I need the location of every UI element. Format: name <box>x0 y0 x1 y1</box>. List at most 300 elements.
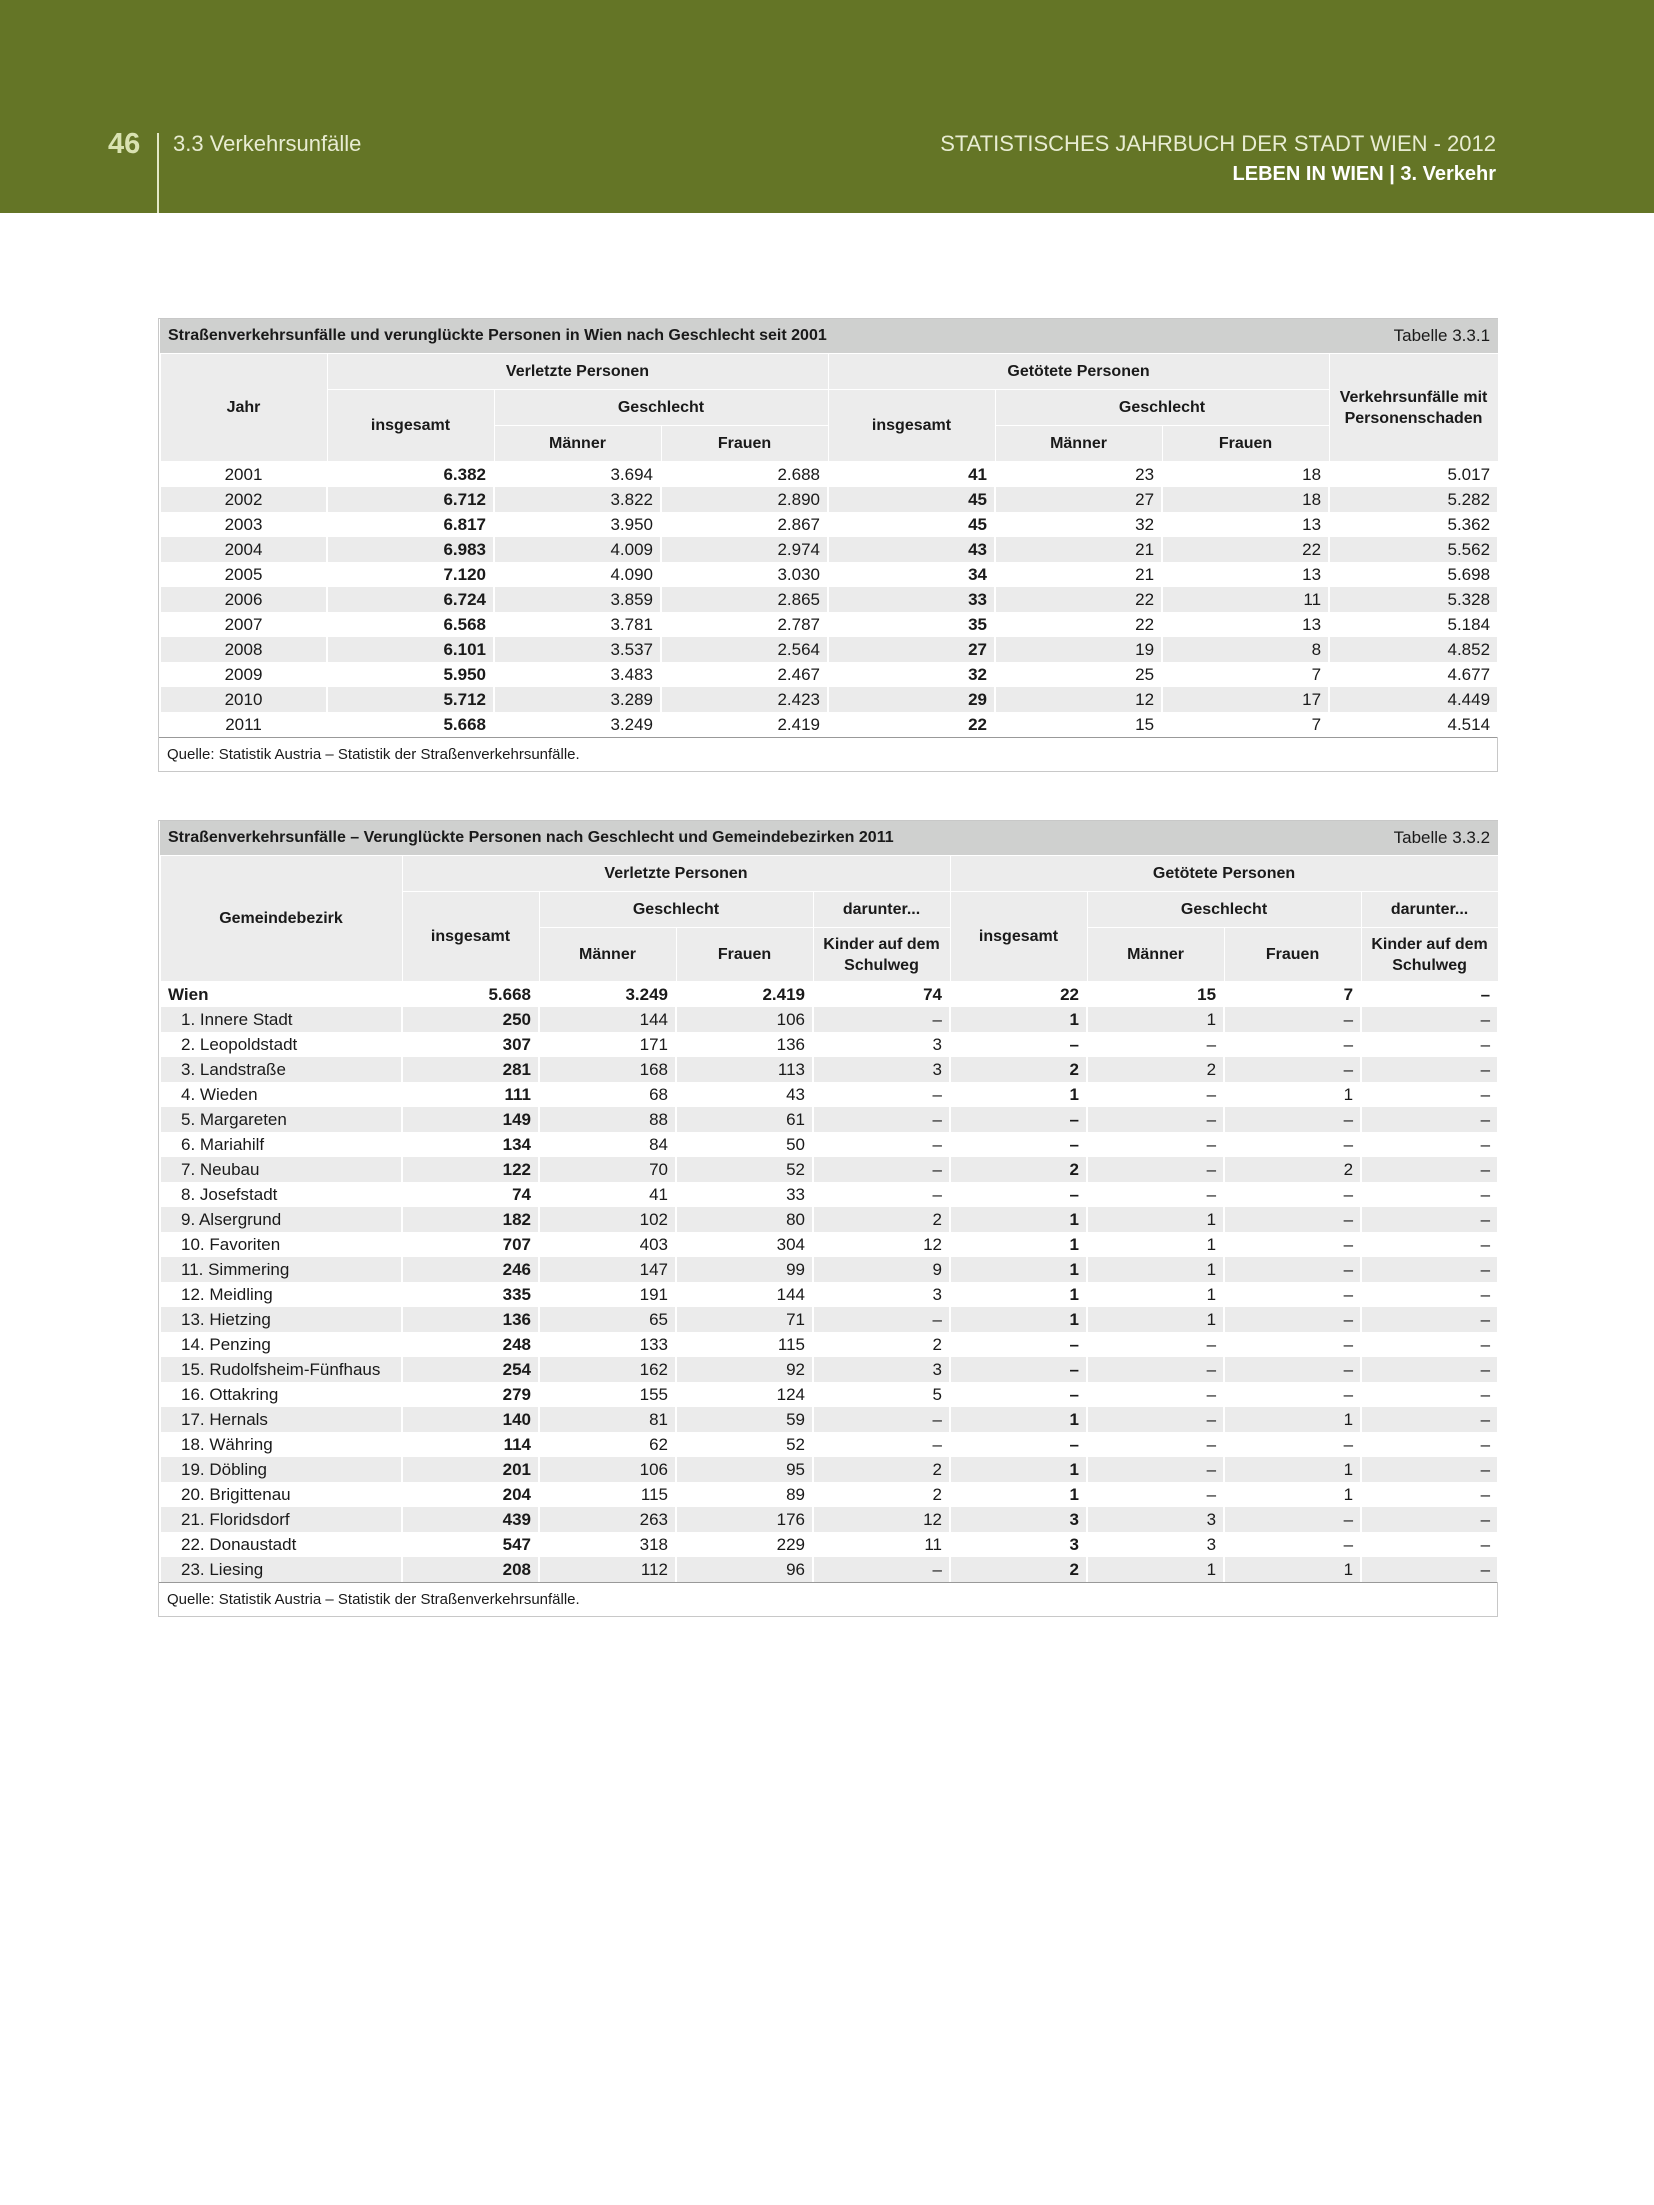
table-cell: 1 <box>1224 1482 1361 1507</box>
table-cell: 19 <box>995 637 1162 662</box>
table-cell: 59 <box>676 1407 813 1432</box>
table-row <box>160 1307 1498 1332</box>
table-cell: – <box>950 1432 1087 1457</box>
table-cell: 5.668 <box>327 712 494 737</box>
table-3-3-1 <box>158 318 1498 772</box>
table-cell: 1 <box>950 1007 1087 1032</box>
table-cell: 281 <box>402 1057 539 1082</box>
table-row <box>160 1357 1498 1382</box>
table-cell: 6.983 <box>327 537 494 562</box>
table-cell: 17 <box>1162 687 1329 712</box>
table-cell: 113 <box>676 1057 813 1082</box>
row-label: 16. Ottakring <box>160 1382 402 1407</box>
table-cell: 89 <box>676 1482 813 1507</box>
table-row <box>160 1232 1498 1257</box>
table-cell: – <box>950 1382 1087 1407</box>
table-row <box>160 512 1498 537</box>
table-cell: 4.677 <box>1329 662 1498 687</box>
table-cell: – <box>1361 982 1498 1008</box>
table-cell: 1 <box>1224 1557 1361 1582</box>
table-cell: – <box>1224 1382 1361 1407</box>
table-cell: 5.184 <box>1329 612 1498 637</box>
table-cell: 22 <box>995 587 1162 612</box>
table-cell: 176 <box>676 1507 813 1532</box>
col-getoetete-darunter: darunter... <box>1361 892 1498 928</box>
table-cell: 71 <box>676 1307 813 1332</box>
table-cell: 1 <box>950 1232 1087 1257</box>
table-cell: 5.282 <box>1329 487 1498 512</box>
table-cell: – <box>813 1407 950 1432</box>
table-cell: – <box>813 1182 950 1207</box>
col-verletzte-geschlecht: Geschlecht <box>494 390 828 426</box>
col-getoetete-insgesamt: insgesamt <box>950 892 1087 982</box>
table-cell: – <box>1224 1282 1361 1307</box>
table-cell: 8 <box>1162 637 1329 662</box>
table-cell: – <box>1224 1107 1361 1132</box>
table-cell: – <box>1361 1482 1498 1507</box>
table-cell: – <box>1087 1032 1224 1057</box>
col-verletzte-insgesamt: insgesamt <box>402 892 539 982</box>
table-cell: 3 <box>1087 1532 1224 1557</box>
table-cell: 45 <box>828 512 995 537</box>
table-cell: 2 <box>813 1482 950 1507</box>
table-cell: 134 <box>402 1132 539 1157</box>
table-cell: 2.890 <box>661 487 828 512</box>
table-cell: 140 <box>402 1407 539 1432</box>
table-cell: 2 <box>813 1207 950 1232</box>
table-cell: – <box>1224 1232 1361 1257</box>
table-cell: – <box>950 1357 1087 1382</box>
table-cell: – <box>1224 1182 1361 1207</box>
table-cell: – <box>1224 1532 1361 1557</box>
table-cell: 147 <box>539 1257 676 1282</box>
table-cell: – <box>1087 1457 1224 1482</box>
table-cell: 250 <box>402 1007 539 1032</box>
table-cell: 144 <box>539 1007 676 1032</box>
table-cell: 1 <box>950 1257 1087 1282</box>
table-row <box>160 1107 1498 1132</box>
table-cell: – <box>1224 1332 1361 1357</box>
table-cell: 136 <box>402 1307 539 1332</box>
table-cell: 1 <box>950 1482 1087 1507</box>
table-row <box>160 612 1498 637</box>
table-row <box>160 637 1498 662</box>
row-label: 9. Alsergrund <box>160 1207 402 1232</box>
table-cell: 35 <box>828 612 995 637</box>
table-cell: 5.362 <box>1329 512 1498 537</box>
table-cell: 12 <box>995 687 1162 712</box>
table-cell: 279 <box>402 1382 539 1407</box>
table-cell: – <box>1224 1207 1361 1232</box>
table-cell: 1 <box>1087 1257 1224 1282</box>
row-label: 6. Mariahilf <box>160 1132 402 1157</box>
row-label: 2008 <box>160 637 327 662</box>
table-cell: 149 <box>402 1107 539 1132</box>
table-cell: 1 <box>1087 1007 1224 1032</box>
table-cell: 2 <box>950 1057 1087 1082</box>
table-cell: 263 <box>539 1507 676 1532</box>
table-cell: 439 <box>402 1507 539 1532</box>
table-cell: 95 <box>676 1457 813 1482</box>
table-source: Quelle: Statistik Austria – Statistik der Straßenverkehrsunfälle. <box>159 737 1497 771</box>
table-cell: 12 <box>813 1507 950 1532</box>
table-cell: 171 <box>539 1032 676 1057</box>
table-cell: – <box>1361 1082 1498 1107</box>
table-cell: 102 <box>539 1207 676 1232</box>
table-cell: 4.514 <box>1329 712 1498 737</box>
table-cell: 1 <box>950 1207 1087 1232</box>
table-cell: 1 <box>1087 1232 1224 1257</box>
table-cell: 168 <box>539 1057 676 1082</box>
col-verletzte-geschlecht: Geschlecht <box>539 892 813 928</box>
table-cell: 41 <box>828 462 995 488</box>
col-bezirk: Gemeindebezirk <box>160 856 402 982</box>
row-label: 7. Neubau <box>160 1157 402 1182</box>
table-cell: 7 <box>1224 982 1361 1008</box>
table-cell: 3.249 <box>539 982 676 1008</box>
table-cell: 4.449 <box>1329 687 1498 712</box>
table-cell: 5.950 <box>327 662 494 687</box>
table-cell: 5.562 <box>1329 537 1498 562</box>
table-cell: – <box>1087 1332 1224 1357</box>
table-cell: 2 <box>1087 1057 1224 1082</box>
table-cell: – <box>1361 1532 1498 1557</box>
table-cell: – <box>950 1032 1087 1057</box>
row-label: 23. Liesing <box>160 1557 402 1582</box>
table-cell: – <box>1361 1307 1498 1332</box>
row-label: 4. Wieden <box>160 1082 402 1107</box>
table-row <box>160 1007 1498 1032</box>
table-cell: – <box>1361 1407 1498 1432</box>
row-label: 10. Favoriten <box>160 1232 402 1257</box>
table-cell: – <box>813 1132 950 1157</box>
table-cell: – <box>1224 1057 1361 1082</box>
table-cell: 84 <box>539 1132 676 1157</box>
row-label: 11. Simmering <box>160 1257 402 1282</box>
row-label: Wien <box>160 982 402 1008</box>
table-cell: 1 <box>950 1282 1087 1307</box>
table-cell: – <box>1361 1332 1498 1357</box>
table-cell: 106 <box>539 1457 676 1482</box>
table-source: Quelle: Statistik Austria – Statistik der Straßenverkehrsunfälle. <box>159 1582 1497 1616</box>
table-cell: 133 <box>539 1332 676 1357</box>
table-cell: 155 <box>539 1382 676 1407</box>
table-cell: 1 <box>1087 1307 1224 1332</box>
table-cell: 11 <box>1162 587 1329 612</box>
table-cell: 254 <box>402 1357 539 1382</box>
table-cell: 29 <box>828 687 995 712</box>
table-cell: 41 <box>539 1182 676 1207</box>
publication-title: STATISTISCHES JAHRBUCH DER STADT WIEN - 2012 <box>940 131 1496 156</box>
col-getoetete-insgesamt: insgesamt <box>828 390 995 462</box>
row-label: 2004 <box>160 537 327 562</box>
table-cell: – <box>1224 1007 1361 1032</box>
table-cell: 122 <box>402 1157 539 1182</box>
table-cell: – <box>1361 1232 1498 1257</box>
table-cell: 208 <box>402 1557 539 1582</box>
table-cell: 2.419 <box>676 982 813 1008</box>
table-cell: 7.120 <box>327 562 494 587</box>
table-cell: 50 <box>676 1132 813 1157</box>
col-group-verletzte: Verletzte Personen <box>327 354 828 390</box>
table-cell: – <box>1361 1357 1498 1382</box>
table-cell: 70 <box>539 1157 676 1182</box>
table-cell: 1 <box>1224 1082 1361 1107</box>
table-cell: 27 <box>828 637 995 662</box>
row-label: 2003 <box>160 512 327 537</box>
table-cell: 81 <box>539 1407 676 1432</box>
table-cell: – <box>813 1082 950 1107</box>
table-cell: 3.950 <box>494 512 661 537</box>
table-cell: – <box>1087 1482 1224 1507</box>
table-cell: – <box>1087 1082 1224 1107</box>
table-cell: 21 <box>995 562 1162 587</box>
table-row <box>160 1432 1498 1457</box>
table-row <box>160 1382 1498 1407</box>
table-cell: 74 <box>813 982 950 1008</box>
table-cell: 9 <box>813 1257 950 1282</box>
table-cell: 6.101 <box>327 637 494 662</box>
table-cell: 3 <box>813 1057 950 1082</box>
col-jahr: Jahr <box>160 354 327 462</box>
table-cell: 25 <box>995 662 1162 687</box>
col-verletzte-frauen: Frauen <box>676 928 813 982</box>
table-row <box>160 1057 1498 1082</box>
table-cell: 106 <box>676 1007 813 1032</box>
table-row <box>160 687 1498 712</box>
table-cell: 3.537 <box>494 637 661 662</box>
table-cell: – <box>813 1307 950 1332</box>
table-cell: – <box>1087 1107 1224 1132</box>
table-number: Tabelle 3.3.2 <box>1224 821 1498 856</box>
col-verletzte-darunter: darunter... <box>813 892 950 928</box>
table-cell: 2.865 <box>661 587 828 612</box>
col-verletzte-insgesamt: insgesamt <box>327 390 494 462</box>
table-cell: 4.009 <box>494 537 661 562</box>
table-cell: 2.787 <box>661 612 828 637</box>
table-cell: 112 <box>539 1557 676 1582</box>
table-cell: 22 <box>995 612 1162 637</box>
table-cell: 62 <box>539 1432 676 1457</box>
col-verletzte-maenner: Männer <box>539 928 676 982</box>
table-cell: – <box>1361 1182 1498 1207</box>
table-cell: 34 <box>828 562 995 587</box>
table-cell: 27 <box>995 487 1162 512</box>
table-cell: – <box>1361 1007 1498 1032</box>
table-cell: 124 <box>676 1382 813 1407</box>
table-cell: 4.090 <box>494 562 661 587</box>
table-cell: 6.817 <box>327 512 494 537</box>
table-cell: 18 <box>1162 462 1329 488</box>
table-row <box>160 587 1498 612</box>
table-cell: – <box>1361 1107 1498 1132</box>
row-label: 1. Innere Stadt <box>160 1007 402 1032</box>
table-row <box>160 462 1498 488</box>
table-cell: – <box>1087 1157 1224 1182</box>
row-label: 2. Leopoldstadt <box>160 1032 402 1057</box>
table-cell: 182 <box>402 1207 539 1232</box>
table-cell: 191 <box>539 1282 676 1307</box>
table-cell: 22 <box>828 712 995 737</box>
table-row <box>160 1457 1498 1482</box>
table-cell: 11 <box>813 1532 950 1557</box>
table-cell: 13 <box>1162 612 1329 637</box>
row-label: 17. Hernals <box>160 1407 402 1432</box>
table-cell: – <box>813 1557 950 1582</box>
table-cell: – <box>1087 1432 1224 1457</box>
table-cell: 304 <box>676 1232 813 1257</box>
table-cell: – <box>950 1132 1087 1157</box>
table-cell: – <box>1224 1257 1361 1282</box>
table-cell: – <box>813 1432 950 1457</box>
table-cell: – <box>1087 1357 1224 1382</box>
table-cell: 111 <box>402 1082 539 1107</box>
table-cell: – <box>1224 1507 1361 1532</box>
row-label: 14. Penzing <box>160 1332 402 1357</box>
table-cell: 92 <box>676 1357 813 1382</box>
col-getoetete-maenner: Männer <box>995 426 1162 462</box>
table-cell: 2 <box>1224 1157 1361 1182</box>
page-number: 46 <box>108 128 141 160</box>
col-getoetete-frauen: Frauen <box>1162 426 1329 462</box>
table-cell: – <box>1361 1157 1498 1182</box>
col-unfaelle: Verkehrsunfälle mit Personenschaden <box>1329 354 1498 462</box>
table-cell: 3 <box>813 1032 950 1057</box>
table-row <box>160 1207 1498 1232</box>
table-cell: 3 <box>813 1357 950 1382</box>
table-cell: – <box>1224 1132 1361 1157</box>
chapter-title: LEBEN IN WIEN | 3. Verkehr <box>1232 163 1496 185</box>
table-cell: – <box>813 1007 950 1032</box>
table-cell: 7 <box>1162 662 1329 687</box>
table-3-3-2 <box>158 820 1498 1617</box>
row-label: 18. Währing <box>160 1432 402 1457</box>
table-cell: 5.698 <box>1329 562 1498 587</box>
col-getoetete-kinder: Kinder auf dem Schulweg <box>1361 928 1498 982</box>
table-cell: – <box>1361 1132 1498 1157</box>
table-cell: 201 <box>402 1457 539 1482</box>
col-getoetete-frauen: Frauen <box>1224 928 1361 982</box>
row-label: 19. Döbling <box>160 1457 402 1482</box>
table-cell: – <box>1361 1382 1498 1407</box>
row-label: 20. Brigittenau <box>160 1482 402 1507</box>
table-cell: 2 <box>813 1332 950 1357</box>
table-cell: 43 <box>828 537 995 562</box>
table-cell: 61 <box>676 1107 813 1132</box>
table-cell: 33 <box>828 587 995 612</box>
table-cell: – <box>1224 1432 1361 1457</box>
table-row <box>160 712 1498 737</box>
table-cell: – <box>1361 1507 1498 1532</box>
table-cell: 22 <box>950 982 1087 1008</box>
table-cell: 5.328 <box>1329 587 1498 612</box>
table-cell: – <box>1087 1132 1224 1157</box>
section-title: 3.3 Verkehrsunfälle <box>173 131 362 156</box>
header-divider <box>157 133 159 213</box>
table-cell: 52 <box>676 1432 813 1457</box>
table-cell: 6.382 <box>327 462 494 488</box>
table-cell: 2.423 <box>661 687 828 712</box>
table-title: Straßenverkehrsunfälle und verunglückte Personen in Wien nach Geschlecht seit 2001 <box>160 319 1162 354</box>
table-cell: 5 <box>813 1382 950 1407</box>
table-row <box>160 1407 1498 1432</box>
table-cell: – <box>1361 1457 1498 1482</box>
row-label: 2009 <box>160 662 327 687</box>
table-cell: – <box>1224 1357 1361 1382</box>
table-cell: 318 <box>539 1532 676 1557</box>
table-cell: – <box>1087 1407 1224 1432</box>
table-cell: – <box>950 1182 1087 1207</box>
table-cell: 4.852 <box>1329 637 1498 662</box>
table-cell: 1 <box>950 1082 1087 1107</box>
table-cell: 248 <box>402 1332 539 1357</box>
table-cell: 3.859 <box>494 587 661 612</box>
col-group-getoetete: Getötete Personen <box>950 856 1498 892</box>
table-row <box>160 1557 1498 1582</box>
table-cell: 15 <box>995 712 1162 737</box>
table-cell: 2 <box>813 1457 950 1482</box>
table-row <box>160 1282 1498 1307</box>
table-cell: 3.694 <box>494 462 661 488</box>
table-row <box>160 487 1498 512</box>
table-cell: 23 <box>995 462 1162 488</box>
table-cell: 52 <box>676 1157 813 1182</box>
row-label: 22. Donaustadt <box>160 1532 402 1557</box>
row-label: 2007 <box>160 612 327 637</box>
row-label: 3. Landstraße <box>160 1057 402 1082</box>
table-cell: – <box>1361 1207 1498 1232</box>
table-cell: 335 <box>402 1282 539 1307</box>
table-title: Straßenverkehrsunfälle – Verunglückte Personen nach Geschlecht und Gemeindebezirken 2011 <box>160 821 1224 856</box>
table-cell: – <box>1361 1257 1498 1282</box>
table-row <box>160 1482 1498 1507</box>
table-cell: 229 <box>676 1532 813 1557</box>
row-label: 2010 <box>160 687 327 712</box>
table-cell: 1 <box>950 1407 1087 1432</box>
table-cell: 246 <box>402 1257 539 1282</box>
table-cell: 5.017 <box>1329 462 1498 488</box>
table-cell: 65 <box>539 1307 676 1332</box>
table-cell: 2.564 <box>661 637 828 662</box>
row-label: 13. Hietzing <box>160 1307 402 1332</box>
table-cell: 162 <box>539 1357 676 1382</box>
row-label: 8. Josefstadt <box>160 1182 402 1207</box>
table-cell: 43 <box>676 1082 813 1107</box>
table-cell: 7 <box>1162 712 1329 737</box>
col-group-verletzte: Verletzte Personen <box>402 856 950 892</box>
col-verletzte-kinder: Kinder auf dem Schulweg <box>813 928 950 982</box>
table-cell: 68 <box>539 1082 676 1107</box>
table-cell: – <box>813 1107 950 1132</box>
table-cell: 5.668 <box>402 982 539 1008</box>
row-label: 21. Floridsdorf <box>160 1507 402 1532</box>
table-row <box>160 1507 1498 1532</box>
table-cell: 13 <box>1162 512 1329 537</box>
table-row <box>160 662 1498 687</box>
table-cell: 144 <box>676 1282 813 1307</box>
table-cell: 96 <box>676 1557 813 1582</box>
table-cell: 2.867 <box>661 512 828 537</box>
col-getoetete-maenner: Männer <box>1087 928 1224 982</box>
table-cell: 15 <box>1087 982 1224 1008</box>
table-cell: 2.419 <box>661 712 828 737</box>
table-row <box>160 1082 1498 1107</box>
table-cell: 3.249 <box>494 712 661 737</box>
table-cell: – <box>1361 1057 1498 1082</box>
table-cell: 403 <box>539 1232 676 1257</box>
table-cell: 2 <box>950 1557 1087 1582</box>
table-cell: – <box>1361 1557 1498 1582</box>
